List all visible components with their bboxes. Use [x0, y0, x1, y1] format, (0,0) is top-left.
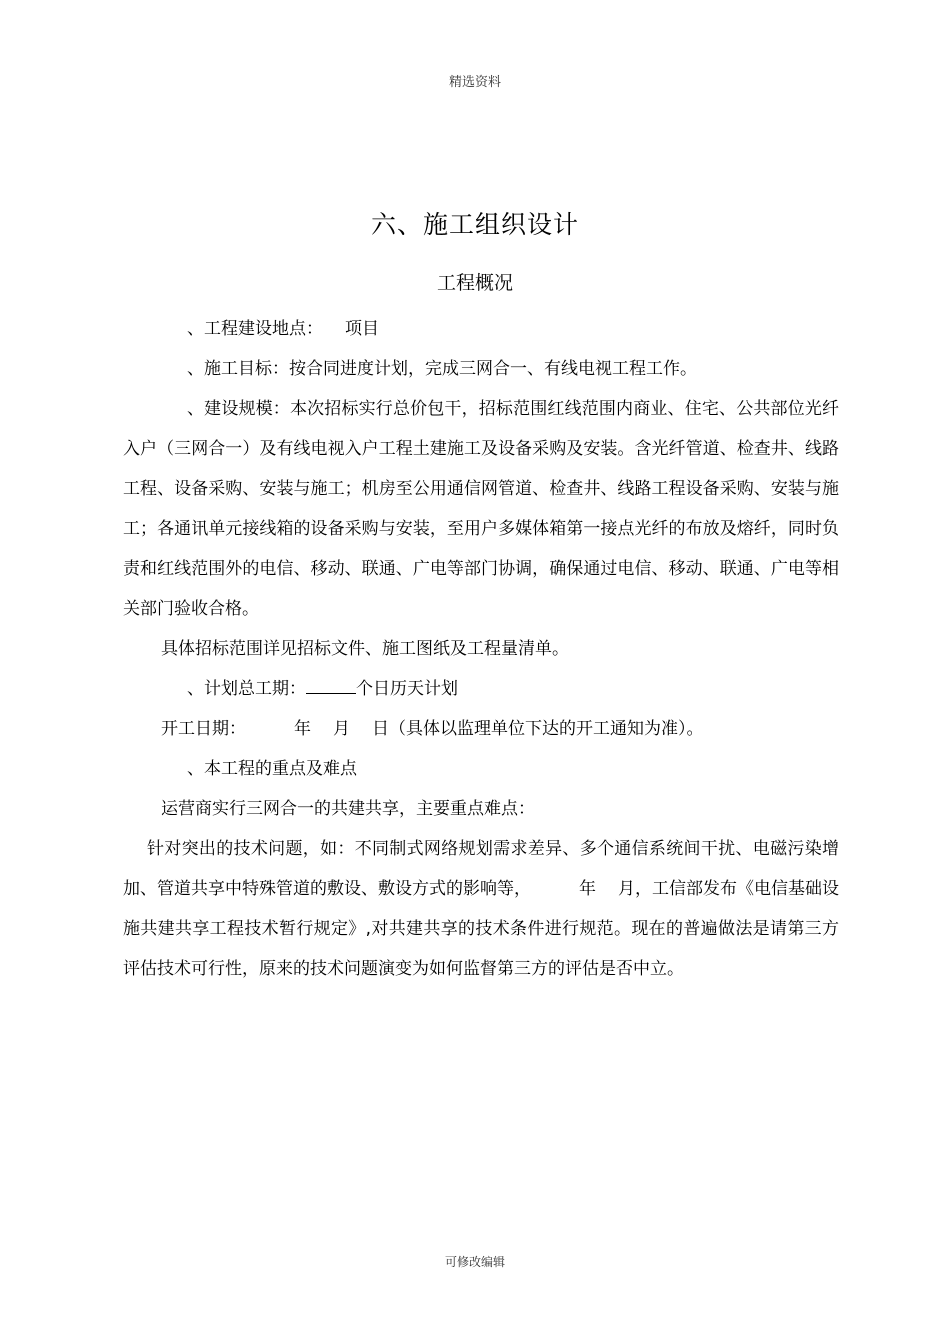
scale-paragraph: 、建设规模：本次招标实行总价包干，招标范围红线范围内商业、住宅、公共部位光纤入户（三网合一）及有线电视入户工程土建施工及设备采购及安装。含光纤管道、检查井、线路工程、设备采购、安装与施工；机房至公用通信网管道、检查井、线路工程设备采购、安装与施工；各通讯单元接线箱的设备采购与安装，至用户多媒体箱第一接点光纤的布放及熔纤，同时负责和红线范围外的电信、移动、联通、广电等部门协调，确保通过电信、移动、联通、广电等相关部门验收合格。 [123, 399, 839, 619]
section-heading: 工程概况 [436, 272, 513, 294]
tech-text-1: 针对突出的技术问题，如：不同制式网络规划需求差异、多个通信系统间干扰、电磁污染增加、管道共享中特殊管道的敷设、敷设方式的影响等， [123, 839, 839, 899]
scope-paragraph: 具体招标范围详见招标文件、施工图纸及工程量清单。 [161, 639, 569, 659]
start-label: 开工日期： [161, 719, 246, 739]
tech-paragraph [123, 829, 839, 989]
start-month: 月 [333, 719, 350, 739]
schedule-blank [306, 675, 356, 694]
key-points-heading: 、本工程的重点及难点 [187, 759, 357, 779]
location-value: 项目 [345, 319, 379, 339]
page-footer: 可修改编辑 [444, 1255, 505, 1269]
operator-paragraph: 运营商实行三网合一的共建共享，主要重点难点： [161, 799, 535, 819]
tech-text-2: 月，工信部发布《电信基础设施共建共享工程技术暂行规定》,对共建共享的技术条件进行规范。现在的普遍做法是请第三方评估技术可行性，原来的技术问题演变为如何监督第三方的评估是否中立。 [123, 879, 839, 979]
document-body [123, 309, 839, 989]
document-title: 六、施工组织设计 [370, 210, 579, 239]
goal-paragraph: 、施工目标：按合同进度计划，完成三网合一、有线电视工程工作。 [187, 359, 697, 379]
location-label: 、工程建设地点： [187, 319, 323, 339]
tech-year: 年 [579, 879, 596, 899]
start-day-note: 日（具体以监理单位下达的开工通知为准）。 [372, 719, 704, 739]
schedule-label: 、计划总工期： [187, 679, 306, 699]
page-header: 精选资料 [448, 75, 501, 90]
start-date-paragraph [123, 709, 839, 749]
schedule-paragraph [123, 669, 839, 709]
schedule-suffix: 个日历天计划 [356, 679, 458, 699]
location-paragraph [123, 309, 839, 349]
start-year: 年 [294, 719, 311, 739]
